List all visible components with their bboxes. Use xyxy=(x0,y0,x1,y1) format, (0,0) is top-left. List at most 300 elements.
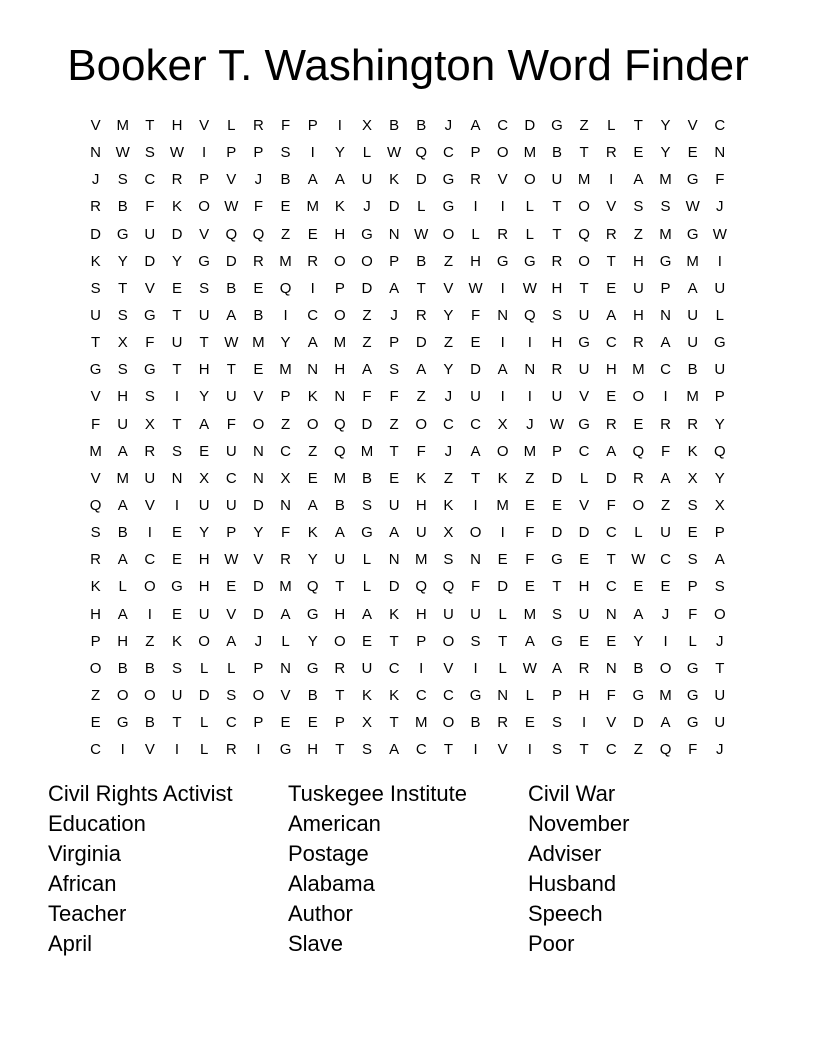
grid-letter: Y xyxy=(253,524,264,542)
grid-letter: K xyxy=(443,497,454,515)
grid-letter: E xyxy=(361,632,372,650)
grid-letter: O xyxy=(523,171,536,189)
grid-letter: T xyxy=(172,307,182,325)
grid-letter: C xyxy=(144,551,156,569)
grid-letter: P xyxy=(253,144,264,162)
grid-letter: F xyxy=(389,388,399,406)
grid-letter: E xyxy=(606,632,617,650)
grid-letter: X xyxy=(144,415,155,433)
grid-letter: K xyxy=(90,252,101,270)
grid-letter: A xyxy=(660,714,671,732)
word-list-item: American xyxy=(288,811,381,836)
grid-letter: R xyxy=(252,252,264,270)
grid-letter: H xyxy=(334,605,346,623)
grid-letter: F xyxy=(145,198,155,216)
grid-letter: R xyxy=(415,307,427,325)
grid-letter: O xyxy=(578,198,590,216)
grid-letter: M xyxy=(333,334,347,352)
grid-letter: B xyxy=(470,714,481,732)
grid-letter: D xyxy=(90,225,101,243)
grid-letter: E xyxy=(633,578,644,596)
grid-letter: E xyxy=(687,144,698,162)
grid-letter: T xyxy=(389,632,399,650)
grid-letter: U xyxy=(578,307,590,325)
grid-letter: W xyxy=(631,551,646,569)
grid-letter: K xyxy=(307,524,318,542)
grid-letter: G xyxy=(198,252,210,270)
grid-letter: P xyxy=(389,252,400,270)
grid-letter: V xyxy=(606,714,617,732)
grid-letter: T xyxy=(199,334,209,352)
grid-letter: I xyxy=(500,279,505,297)
grid-letter: O xyxy=(713,605,726,623)
grid-letter: Z xyxy=(443,252,453,270)
grid-letter: I xyxy=(500,334,505,352)
grid-letter: W xyxy=(224,334,239,352)
grid-letter: W xyxy=(414,225,429,243)
grid-letter: A xyxy=(470,442,481,460)
grid-letter: O xyxy=(415,415,428,433)
grid-letter: L xyxy=(199,714,209,732)
grid-letter: X xyxy=(280,469,291,487)
grid-letter: B xyxy=(551,144,562,162)
grid-letter: S xyxy=(687,497,698,515)
grid-letter: I xyxy=(609,171,614,189)
grid-letter: Y xyxy=(199,388,210,406)
grid-letter: A xyxy=(117,497,128,515)
grid-letter: N xyxy=(280,497,291,515)
grid-letter: T xyxy=(470,469,481,487)
grid-letter: A xyxy=(199,415,210,433)
grid-letter: P xyxy=(280,388,291,406)
grid-letter: P xyxy=(389,334,400,352)
grid-letter: D xyxy=(551,469,563,487)
grid-letter: Q xyxy=(523,307,536,325)
grid-letter: Z xyxy=(525,469,535,487)
grid-letter: P xyxy=(90,632,101,650)
grid-letter: T xyxy=(172,361,182,379)
grid-letter: U xyxy=(470,605,481,623)
word-list-item: Alabama xyxy=(288,871,375,896)
grid-letter: U xyxy=(687,334,699,352)
grid-letter: C xyxy=(388,659,400,677)
grid-letter: U xyxy=(714,687,726,705)
grid-letter: H xyxy=(117,388,129,406)
grid-letter: U xyxy=(90,307,101,325)
grid-letter: Q xyxy=(252,225,265,243)
grid-letter: N xyxy=(388,551,400,569)
grid-letter: L xyxy=(227,117,236,135)
grid-letter: P xyxy=(551,442,562,460)
grid-letter: L xyxy=(579,469,589,487)
grid-letter: E xyxy=(171,551,182,569)
grid-letter: E xyxy=(633,144,644,162)
grid-letter: V xyxy=(443,659,454,677)
grid-letter: A xyxy=(361,361,372,379)
grid-letter: G xyxy=(578,334,590,352)
grid-letter: I xyxy=(419,659,424,677)
grid-letter: Z xyxy=(362,307,372,325)
grid-letter: V xyxy=(90,388,101,406)
grid-letter: U xyxy=(144,469,156,487)
grid-letter: S xyxy=(361,741,372,759)
grid-letter: J xyxy=(254,632,263,650)
grid-letter: R xyxy=(497,714,509,732)
grid-letter: C xyxy=(605,741,617,759)
grid-letter: M xyxy=(632,361,645,379)
grid-letter: I xyxy=(500,524,505,542)
grid-letter: W xyxy=(522,279,537,297)
grid-letter: B xyxy=(280,171,291,189)
grid-letter: C xyxy=(307,307,319,325)
grid-letter: O xyxy=(198,198,210,216)
grid-letter: N xyxy=(388,225,400,243)
grid-letter: S xyxy=(551,714,562,732)
grid-letter: J xyxy=(716,632,724,650)
grid-letter: O xyxy=(89,659,102,677)
grid-letter: A xyxy=(361,605,372,623)
grid-letter: G xyxy=(551,117,563,135)
grid-letter: T xyxy=(552,225,562,243)
grid-letter: R xyxy=(660,415,671,433)
grid-letter: U xyxy=(714,714,726,732)
grid-letter: L xyxy=(525,225,534,243)
grid-letter: P xyxy=(199,171,210,189)
grid-letter: Q xyxy=(713,442,726,460)
grid-letter: O xyxy=(496,442,509,460)
grid-letter: V xyxy=(579,497,590,515)
grid-letter: R xyxy=(252,117,264,135)
grid-letter: W xyxy=(224,551,239,569)
grid-letter: E xyxy=(307,469,318,487)
grid-letter: R xyxy=(280,551,291,569)
grid-letter: U xyxy=(361,171,373,189)
grid-letter: Q xyxy=(442,578,455,596)
grid-letter: I xyxy=(473,198,478,216)
grid-letter: S xyxy=(714,578,725,596)
grid-letter: A xyxy=(551,659,562,677)
grid-letter: S xyxy=(117,361,128,379)
grid-letter: V xyxy=(606,198,617,216)
grid-letter: A xyxy=(606,442,617,460)
grid-letter: T xyxy=(715,659,725,677)
grid-letter: C xyxy=(90,741,101,759)
grid-letter: J xyxy=(444,117,453,135)
grid-letter: R xyxy=(144,442,156,460)
grid-letter: C xyxy=(578,442,590,460)
grid-letter: U xyxy=(198,497,210,515)
grid-letter: P xyxy=(470,144,481,162)
grid-letter: J xyxy=(716,198,724,216)
grid-letter: F xyxy=(253,198,263,216)
grid-letter: Z xyxy=(660,497,671,515)
grid-letter: F xyxy=(660,442,671,460)
grid-row xyxy=(82,655,733,682)
grid-letter: I xyxy=(500,388,505,406)
grid-letter: S xyxy=(551,605,562,623)
grid-row xyxy=(82,275,733,302)
grid-letter: Z xyxy=(633,741,643,759)
grid-letter: S xyxy=(117,171,128,189)
grid-letter: S xyxy=(470,632,481,650)
grid-letter: Z xyxy=(90,687,101,705)
grid-letter: K xyxy=(389,687,400,705)
grid-letter: W xyxy=(685,198,700,216)
grid-letter: T xyxy=(606,551,616,569)
grid-letter: R xyxy=(605,415,617,433)
grid-letter: E xyxy=(307,714,318,732)
grid-letter: A xyxy=(687,279,698,297)
grid-letter: K xyxy=(497,469,508,487)
grid-letter: C xyxy=(442,687,454,705)
grid-letter: I xyxy=(310,144,315,162)
grid-letter: G xyxy=(659,252,672,270)
grid-letter: G xyxy=(442,171,455,189)
page-title: Booker T. Washington Word Finder xyxy=(67,41,749,90)
grid-letter: U xyxy=(334,551,346,569)
grid-letter: A xyxy=(334,524,345,542)
grid-letter: Z xyxy=(416,388,426,406)
grid-letter: N xyxy=(252,442,264,460)
grid-row xyxy=(82,438,733,465)
grid-letter: J xyxy=(91,171,100,189)
grid-letter: N xyxy=(497,307,509,325)
grid-row xyxy=(82,166,733,193)
grid-letter: S xyxy=(90,524,101,542)
grid-letter: O xyxy=(632,497,645,515)
grid-letter: M xyxy=(686,252,699,270)
grid-letter: L xyxy=(362,144,372,162)
grid-letter: I xyxy=(174,388,180,406)
grid-letter: U xyxy=(361,659,373,677)
grid-letter: K xyxy=(334,198,345,216)
grid-letter: I xyxy=(663,388,668,406)
grid-letter: D xyxy=(388,578,400,596)
grid-letter: O xyxy=(578,252,590,270)
grid-letter: C xyxy=(497,117,509,135)
grid-letter: D xyxy=(470,361,481,379)
grid-letter: M xyxy=(415,551,428,569)
grid-letter: R xyxy=(551,361,563,379)
grid-letter: G xyxy=(171,578,183,596)
grid-row xyxy=(82,573,733,600)
grid-letter: O xyxy=(116,687,129,705)
grid-letter: L xyxy=(227,659,236,677)
word-list-item: November xyxy=(528,811,630,836)
grid-letter: J xyxy=(444,442,453,460)
grid-letter: V xyxy=(443,279,454,297)
grid-letter: P xyxy=(334,279,345,297)
grid-row xyxy=(82,139,733,166)
grid-letter: G xyxy=(306,659,319,677)
grid-letter: O xyxy=(198,632,210,650)
grid-letter: Y xyxy=(714,415,725,433)
word-list-item: Virginia xyxy=(48,841,121,866)
grid-letter: S xyxy=(90,279,101,297)
grid-letter: I xyxy=(310,279,315,297)
grid-letter: L xyxy=(525,687,534,705)
grid-letter: U xyxy=(415,524,427,542)
grid-letter: T xyxy=(498,632,508,650)
grid-letter: G xyxy=(116,225,129,243)
grid-letter: U xyxy=(551,171,563,189)
grid-letter: I xyxy=(337,117,342,135)
grid-letter: H xyxy=(578,687,590,705)
grid-letter: X xyxy=(117,334,128,352)
grid-letter: U xyxy=(714,361,726,379)
grid-letter: Z xyxy=(633,225,643,243)
grid-letter: Y xyxy=(117,252,128,270)
grid-letter: L xyxy=(362,578,372,596)
grid-letter: G xyxy=(551,632,563,650)
grid-letter: G xyxy=(713,334,726,352)
grid-letter: S xyxy=(280,144,291,162)
grid-letter: A xyxy=(307,497,318,515)
grid-letter: X xyxy=(443,524,454,542)
grid-letter: I xyxy=(717,252,722,270)
grid-letter: H xyxy=(415,605,427,623)
grid-letter: E xyxy=(253,279,264,297)
grid-letter: G xyxy=(686,659,699,677)
grid-letter: Y xyxy=(443,361,454,379)
grid-letter: B xyxy=(117,198,128,216)
grid-letter: E xyxy=(307,225,318,243)
grid-letter: G xyxy=(306,605,319,623)
grid-letter: R xyxy=(578,659,590,677)
grid-letter: O xyxy=(144,578,156,596)
grid-letter: W xyxy=(712,225,727,243)
grid-letter: H xyxy=(470,252,481,270)
grid-letter: G xyxy=(116,714,129,732)
grid-letter: M xyxy=(415,714,428,732)
grid-letter: L xyxy=(362,551,372,569)
grid-letter: M xyxy=(659,171,672,189)
grid-letter: W xyxy=(468,279,483,297)
grid-letter: B xyxy=(416,252,427,270)
grid-letter: T xyxy=(552,578,562,596)
grid-letter: F xyxy=(280,524,291,542)
grid-letter: R xyxy=(605,225,617,243)
word-list-item: Tuskegee Institute xyxy=(288,781,467,806)
grid-letter: U xyxy=(551,388,563,406)
grid-letter: B xyxy=(226,279,237,297)
grid-letter: V xyxy=(144,497,155,515)
grid-letter: K xyxy=(307,388,318,406)
grid-letter: G xyxy=(144,307,156,325)
grid-letter: C xyxy=(415,741,427,759)
grid-letter: T xyxy=(335,578,345,596)
grid-letter: S xyxy=(687,551,698,569)
grid-letter: E xyxy=(226,578,237,596)
grid-letter: U xyxy=(632,279,644,297)
grid-letter: G xyxy=(361,524,373,542)
grid-letter: U xyxy=(578,605,590,623)
grid-letter: K xyxy=(389,171,400,189)
grid-letter: H xyxy=(551,279,563,297)
grid-letter: A xyxy=(117,605,128,623)
grid-letter: E xyxy=(90,714,101,732)
grid-letter: A xyxy=(117,442,128,460)
grid-letter: M xyxy=(496,497,509,515)
grid-letter: X xyxy=(497,415,508,433)
grid-letter: T xyxy=(335,741,345,759)
grid-letter: S xyxy=(443,551,454,569)
grid-letter: D xyxy=(578,524,590,542)
grid-letter: R xyxy=(334,659,346,677)
grid-letter: P xyxy=(226,144,237,162)
grid-letter: K xyxy=(389,605,400,623)
word-list-item: Poor xyxy=(528,931,575,956)
grid-letter: V xyxy=(90,117,101,135)
grid-letter: Y xyxy=(171,252,182,270)
grid-letter: L xyxy=(199,741,209,759)
grid-letter: R xyxy=(687,415,699,433)
grid-row xyxy=(82,193,733,220)
grid-letter: U xyxy=(198,307,210,325)
grid-letter: L xyxy=(281,632,290,650)
grid-letter: I xyxy=(500,198,505,216)
grid-letter: N xyxy=(470,551,481,569)
word-list-item: African xyxy=(48,871,117,896)
grid-letter: W xyxy=(549,415,565,433)
grid-letter: J xyxy=(254,171,263,189)
grid-letter: Y xyxy=(633,632,644,650)
grid-letter: W xyxy=(115,144,130,162)
grid-letter: S xyxy=(551,307,562,325)
grid-letter: I xyxy=(473,497,478,515)
grid-letter: P xyxy=(226,524,237,542)
grid-letter: A xyxy=(524,632,535,650)
grid-letter: C xyxy=(144,171,156,189)
grid-letter: E xyxy=(579,551,590,569)
grid-letter: P xyxy=(687,578,698,596)
grid-row xyxy=(82,492,733,519)
grid-letter: I xyxy=(527,334,532,352)
grid-letter: D xyxy=(144,252,156,270)
grid-letter: H xyxy=(171,117,183,135)
grid-letter: D xyxy=(252,605,264,623)
grid-letter: W xyxy=(387,144,402,162)
grid-letter: Z xyxy=(280,415,291,433)
grid-letter: E xyxy=(280,198,291,216)
grid-letter: E xyxy=(606,279,617,297)
grid-letter: A xyxy=(606,307,617,325)
grid-letter: L xyxy=(634,524,643,542)
grid-letter: U xyxy=(660,524,671,542)
grid-letter: A xyxy=(416,361,427,379)
grid-letter: X xyxy=(361,117,372,135)
grid-letter: S xyxy=(144,388,155,406)
grid-letter: X xyxy=(199,469,210,487)
grid-letter: P xyxy=(253,659,264,677)
grid-letter: G xyxy=(632,687,645,705)
word-list-item: Civil War xyxy=(528,781,616,806)
grid-letter: D xyxy=(551,524,563,542)
grid-letter: U xyxy=(171,334,183,352)
grid-letter: C xyxy=(442,415,454,433)
grid-letter: M xyxy=(89,442,102,460)
grid-letter: C xyxy=(415,687,427,705)
grid-letter: N xyxy=(252,469,264,487)
grid-letter: G xyxy=(686,225,699,243)
grid-letter: H xyxy=(117,632,129,650)
grid-letter: S xyxy=(171,659,182,677)
grid-letter: C xyxy=(225,714,237,732)
grid-letter: G xyxy=(686,171,699,189)
grid-letter: O xyxy=(306,415,319,433)
grid-letter: M xyxy=(523,442,537,460)
grid-letter: T xyxy=(606,252,616,270)
